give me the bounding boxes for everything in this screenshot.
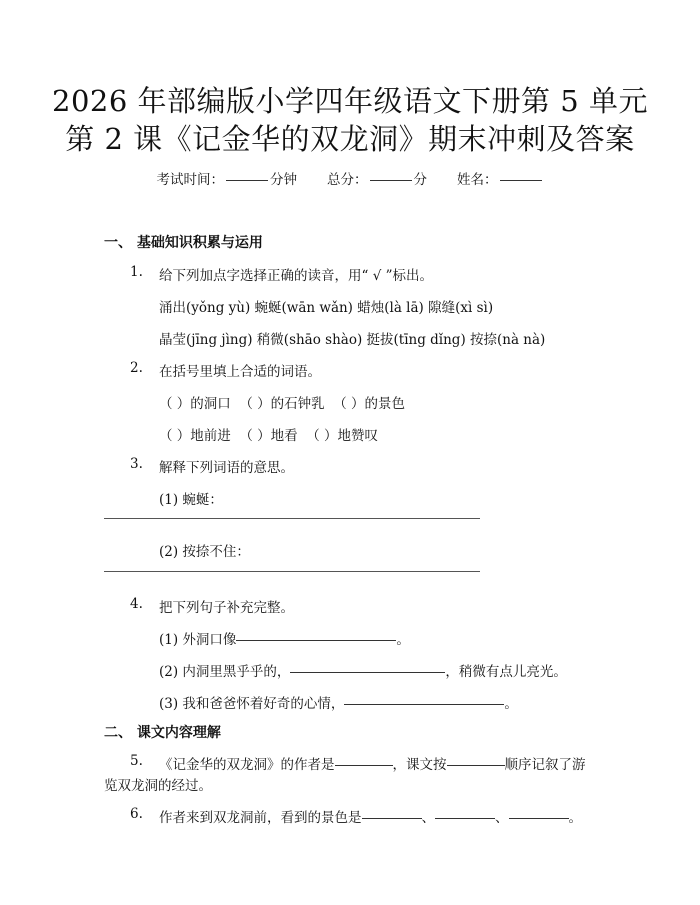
q4-number: 4. (130, 596, 143, 612)
time-unit: 分钟 (269, 172, 297, 188)
time-label: 考试时间： (156, 172, 224, 188)
q2-prompt: 在括号里填上合适的词语。 (159, 364, 321, 380)
q1-prompt: 给下列加点字选择正确的读音，用“ √ ”标出。 (159, 268, 433, 284)
exam-info-row (0, 168, 700, 188)
q6-blank-3[interactable] (509, 818, 569, 819)
name-label: 姓名： (457, 172, 498, 188)
q4-item-3 (159, 692, 518, 712)
q5-blank-author[interactable] (335, 765, 393, 766)
q2-row-1: （ ）的洞口 （ ）的石钟乳 （ ）的景色 (159, 396, 406, 412)
score-label: 总分： (327, 172, 368, 188)
q6-blank-2[interactable] (435, 818, 495, 819)
q6-blank-1[interactable] (362, 818, 422, 819)
q4-item-2-text: (2) 内洞里黑乎乎的， (159, 664, 291, 680)
q6-line (159, 806, 582, 826)
q4-blank-1[interactable] (236, 640, 396, 641)
score-unit: 分 (413, 172, 427, 188)
q4-item-2 (159, 660, 567, 680)
section-heading-1: 一、 基础知识积累与运用 (104, 235, 263, 251)
q5-line-2: 览双龙洞的经过。 (104, 778, 212, 794)
q6-end: 。 (568, 810, 582, 826)
q4-item-1 (159, 628, 410, 648)
q6-sep-2: 、 (495, 810, 509, 826)
q3-item-1: (1) 蜿蜒： (159, 492, 223, 508)
q1-number: 1. (130, 264, 143, 280)
section-heading-2: 二、 课文内容理解 (104, 725, 221, 741)
q5-text-a: 《记金华的双龙洞》的作者是 (159, 757, 335, 773)
q2-number: 2. (130, 360, 143, 376)
q5-number: 5. (130, 753, 143, 769)
q4-item-1-end: 。 (396, 632, 410, 648)
time-blank[interactable] (226, 180, 268, 181)
q3-prompt: 解释下列词语的意思。 (159, 460, 294, 476)
q4-item-3-end: 。 (504, 696, 518, 712)
q5-line-1 (159, 753, 586, 773)
q5-text-b: ，课文按 (392, 757, 447, 773)
q6-sep-1: 、 (421, 810, 435, 826)
title-line-2: 第 2 课《记金华的双龙洞》期末冲刺及答案 (65, 122, 635, 156)
q1-options-row-1: 涌出(yǒng yù) 蜿蜒(wān wǎn) 蜡烛(là lā) 隙缝(xì sì) (159, 300, 494, 316)
q6-text: 作者来到双龙洞前，看到的景色是 (159, 810, 362, 826)
q1-options-row-2: 晶莹(jīng jìng) 稍微(shāo shào) 挺拔(tīng dǐng) 按捺(nà nà) (159, 332, 546, 348)
q4-prompt: 把下列句子补充完整。 (159, 600, 294, 616)
q4-item-3-text: (3) 我和爸爸怀着好奇的心情， (159, 696, 345, 712)
q2-row-2: （ ）地前进 （ ）地看 （ ）地赞叹 (159, 428, 379, 444)
q4-item-1-text: (1) 外洞口像 (159, 632, 237, 648)
q4-item-2-end: ，稍微有点儿亮光。 (445, 664, 567, 680)
q4-blank-3[interactable] (344, 704, 504, 705)
score-blank[interactable] (370, 180, 412, 181)
q3-number: 3. (130, 456, 143, 472)
title-line-1: 2026 年部编版小学四年级语文下册第 5 单元 (52, 84, 648, 118)
q3-item-2: (2) 按捺不住： (159, 544, 250, 560)
name-blank[interactable] (500, 180, 542, 181)
q6-number: 6. (130, 806, 143, 822)
q5-blank-order[interactable] (447, 765, 505, 766)
q3-answer-line-2[interactable] (104, 571, 480, 572)
q3-answer-line-1[interactable] (104, 518, 480, 519)
q4-blank-2[interactable] (290, 672, 445, 673)
q5-text-c: 顺序记叙了游 (504, 757, 586, 773)
